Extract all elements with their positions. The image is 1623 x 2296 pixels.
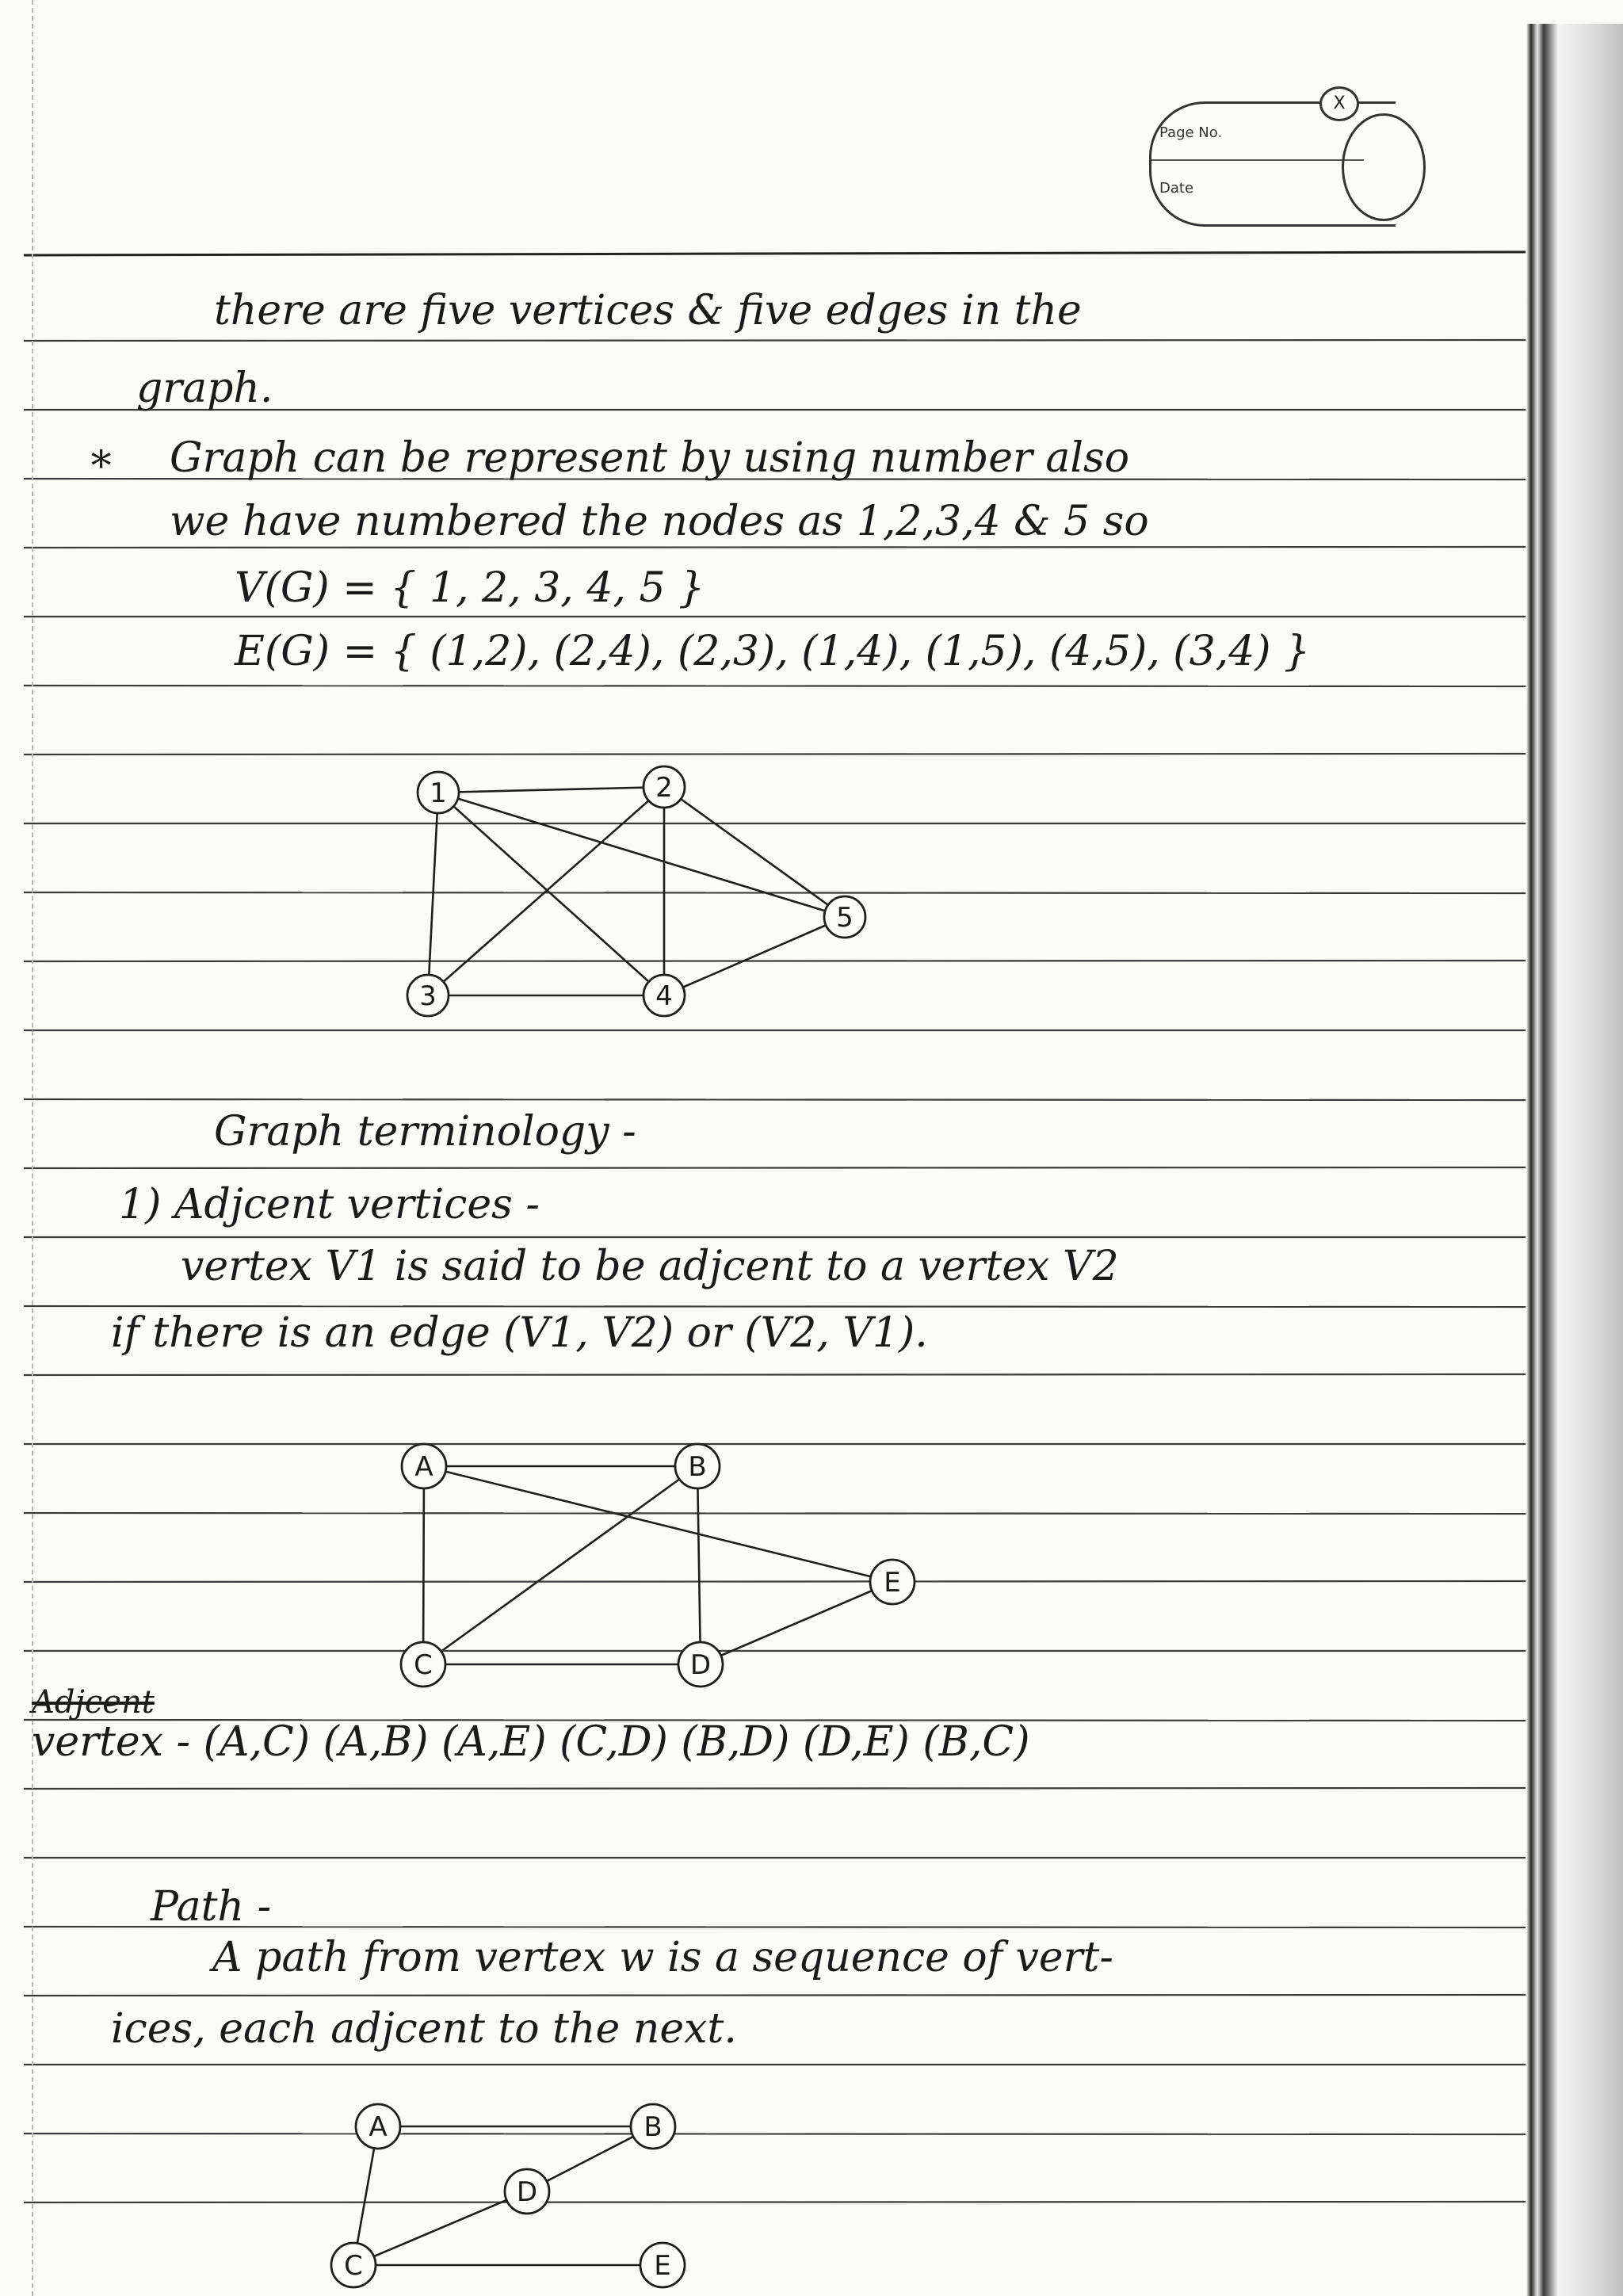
vertex-set: V(G) = { 1, 2, 3, 4, 5 } (235, 564, 705, 612)
node-label-E: E (884, 1567, 901, 1599)
text-line-2: graph. (136, 365, 273, 412)
path-definition-1: A path from vertex w is a sequence of vert- (212, 1934, 1113, 1981)
adjacent-heading: 1) Adjcent vertices - (119, 1181, 540, 1228)
edge-1-2 (438, 787, 664, 793)
edge-A-E (424, 1466, 892, 1582)
text-line-4: we have numbered the nodes as 1,2,3,4 & 5 so (170, 498, 1149, 545)
node-label-C: C (414, 1649, 433, 1681)
node-label-A: A (369, 2111, 388, 2143)
edge-1-4 (438, 793, 664, 995)
bullet-mark: ∗ (87, 434, 116, 482)
edge-4-5 (664, 917, 845, 995)
node-label-A: A (414, 1451, 433, 1483)
path-heading: Path - (151, 1883, 272, 1931)
edge-B-C (423, 1466, 697, 1664)
adjacent-definition-1: vertex V1 is said to be adjcent to a vertex V2 (181, 1243, 1119, 1290)
node-label-4: 4 (655, 980, 673, 1012)
adjacent-definition-2: if there is an edge (V1, V2) or (V2, V1). (111, 1309, 928, 1357)
edge-B-D (697, 1466, 701, 1664)
node-label-1: 1 (430, 777, 447, 809)
edge-A-C (423, 1466, 424, 1664)
path-definition-2: ices, each adjcent to the next. (111, 2005, 737, 2053)
edge-1-3 (428, 793, 438, 995)
node-label-D: D (516, 2176, 538, 2208)
node-label-E: E (654, 2250, 671, 2282)
graph-adjacent (401, 1444, 915, 1687)
node-label-C: C (344, 2250, 363, 2282)
graph-path (331, 2104, 685, 2287)
edge-set: E(G) = { (1,2), (2,4), (2,3), (1,4), (1,5), (4,5), (3,4) } (235, 628, 1311, 675)
edge-2-5 (664, 787, 845, 917)
node-label-3: 3 (419, 980, 437, 1012)
adjacent-list-label-struck: Adjcent (32, 1684, 155, 1721)
terminology-heading: Graph terminology - (214, 1108, 636, 1156)
text-line-1: there are five vertices & five edges in the (214, 287, 1082, 334)
node-label-B: B (688, 1451, 707, 1483)
node-label-2: 2 (655, 772, 673, 804)
node-label-D: D (689, 1649, 712, 1681)
edge-D-E (701, 1582, 892, 1664)
adjacent-vertex-list: vertex - (A,C) (A,B) (A,E) (C,D) (B,D) (D,E) (B,C) (32, 1718, 1030, 1766)
node-label-5: 5 (836, 902, 854, 934)
node-label-B: B (643, 2111, 663, 2143)
page-mark: X (1319, 86, 1359, 121)
date-label: Date (1159, 180, 1194, 197)
graph-numbered (407, 766, 865, 1016)
edge-1-5 (438, 793, 845, 917)
text-line-3: Graph can be represent by using number also (170, 434, 1130, 482)
page-no-label: Page No. (1159, 124, 1223, 141)
edge-D-C (353, 2191, 527, 2265)
